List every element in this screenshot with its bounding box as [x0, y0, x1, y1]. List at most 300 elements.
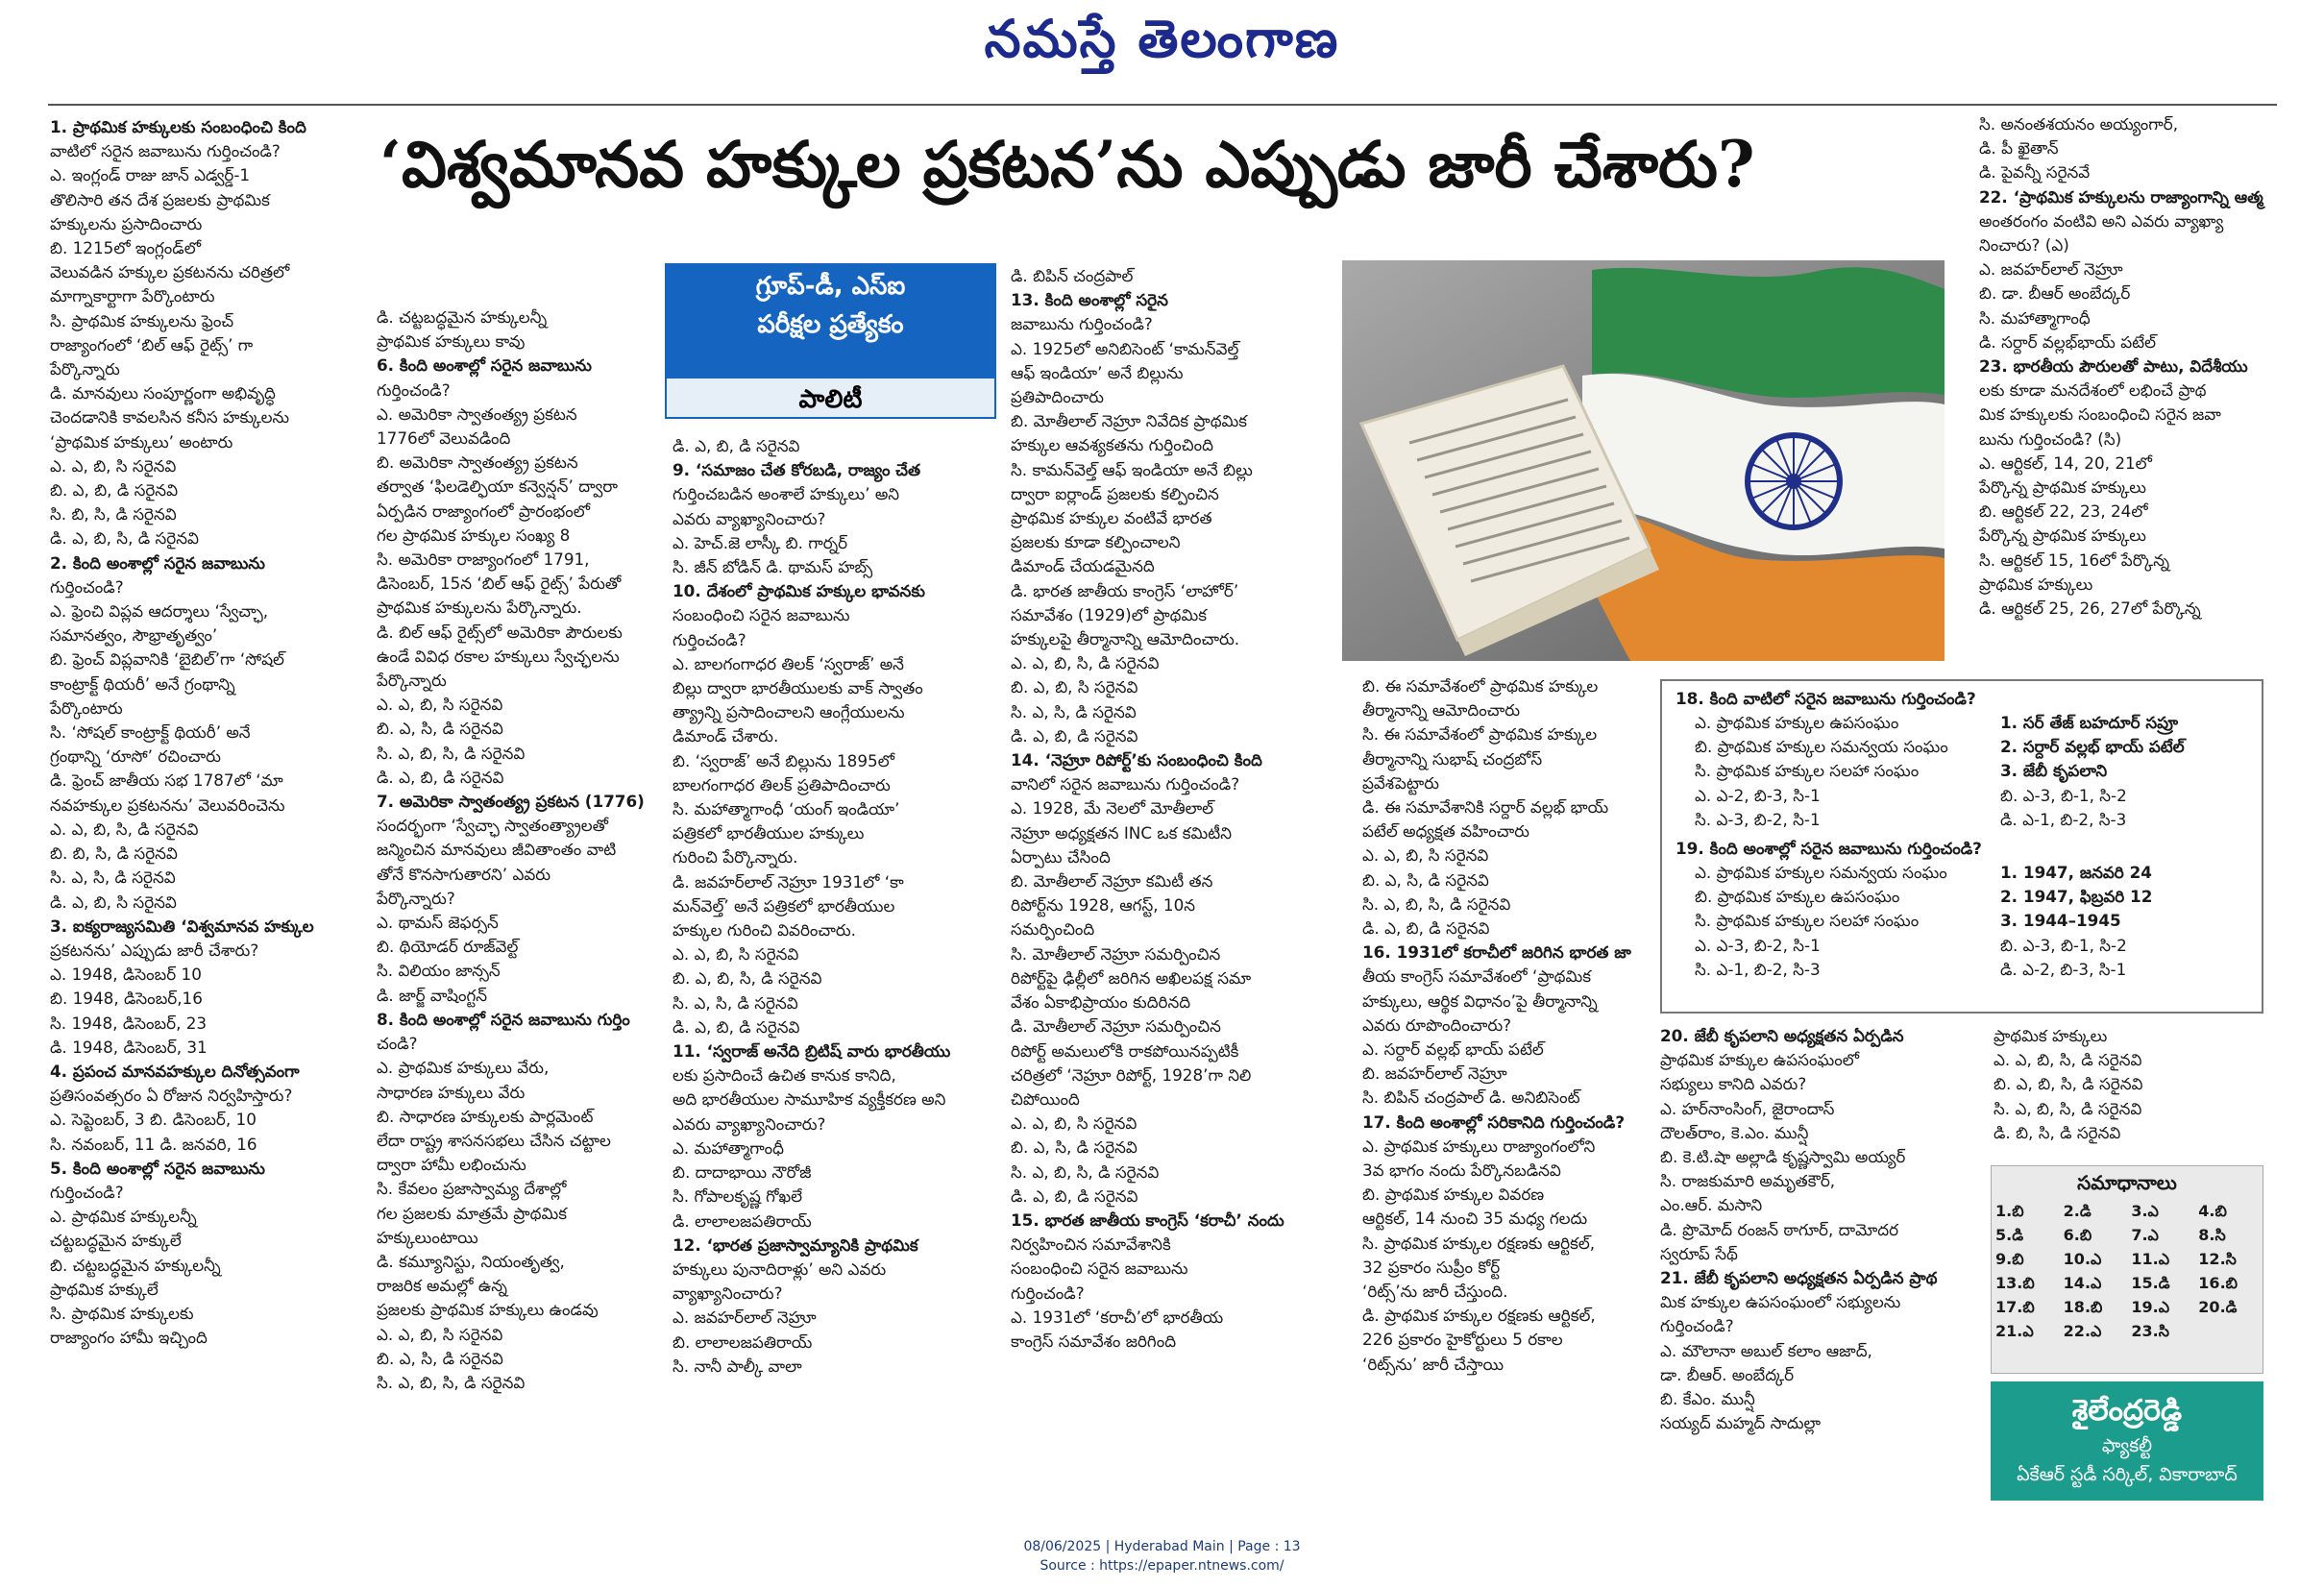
answer-cell: 21.ఎ: [1995, 1322, 2034, 1340]
text-line: డి. బిపిన్‌ చంద్రపాల్‌: [1011, 266, 1134, 285]
text-line: సి. ప్రాథమిక హక్కుల రక్షణకు ఆర్టికల్‌,: [1362, 1233, 1596, 1253]
text-line: ప్రాథమిక హక్కులు: [1994, 1026, 2108, 1045]
text-line: ఎ. జవహర్‌లాల్‌ నెహ్రూ: [673, 1307, 817, 1328]
q19-left: [1695, 861, 1983, 982]
column-5: [1362, 674, 1651, 1377]
author-box: [1991, 1381, 2263, 1501]
text-line: సి. కేవలం ప్రజాస్వామ్య దేశాల్లో: [377, 1179, 567, 1199]
text-line: పత్రికలో భారతీయుల హక్కులు: [673, 823, 865, 843]
text-line: సి. జీన్‌ బోడిన్‌ డి. థామస్‌ హబ్స్‌: [673, 557, 873, 577]
answer-cell: 8.సి: [2198, 1226, 2226, 1244]
question-line: 1. సర్‌ తేజ్‌ బహదూర్‌ సప్రూ: [2000, 713, 2179, 732]
answer-cell: 20.డి: [2198, 1298, 2238, 1316]
text-line: వేశం ఏకాభిప్రాయం కుదిరినది: [1011, 992, 1191, 1013]
text-line: బి. ఫ్రెంచ్‌ విప్లవానికి ‘బైబిల్‌’గా ‘సోషల్‌: [50, 649, 284, 670]
text-line: ఎ. ఎ, బి, సి సరైనవి: [50, 455, 177, 476]
text-line: ఎ. ఎ-2, బి-3, సి-1: [1695, 785, 1821, 805]
text-line: ఆఫ్‌ ఇండియా’ అనే బిల్లును: [1011, 362, 1184, 382]
answer-cell: 22.ఎ: [2063, 1322, 2102, 1340]
text-line: చిపోయింది: [1011, 1088, 1080, 1109]
text-line: సి. ఆర్టికల్‌ 15, 16లో పేర్కొన్న: [1979, 550, 2170, 570]
text-line: సమర్పించింది: [1011, 919, 1095, 940]
text-line: ఎ. జవహర్‌లాల్‌ నెహ్రూ: [1979, 259, 2123, 280]
text-line: డిమాండ్‌ చేయడమైనది: [1011, 556, 1155, 576]
answer-cell: 23.సి: [2131, 1322, 2169, 1340]
text-line: నవహక్కుల ప్రకటనను’ వెలువరించెను: [50, 794, 285, 815]
text-line: స్వరూప్‌ సేథ్‌: [1660, 1243, 1738, 1263]
question-line: 3. 1944–1945: [2000, 911, 2121, 931]
answer-cell: 3.ఎ: [2131, 1202, 2159, 1220]
text-line: బి. దాదాభాయి నౌరోజీ: [673, 1162, 812, 1183]
text-line: బి. ‘స్వరాజ్‌’ అనే బిల్లును 1895లో: [673, 750, 894, 770]
text-line: సి. మోతీలాల్‌ నెహ్రూ సమర్పించిన: [1011, 943, 1221, 964]
q18-q19-box: [1660, 679, 2263, 1014]
answer-cell: 10.ఎ: [2063, 1250, 2102, 1268]
text-line: మిక హక్కుల ఉపసంఘంలో సభ్యులను: [1660, 1292, 1901, 1312]
text-line: ఎ. ప్రాథమిక హక్కుల సమన్వయ సంఘం: [1695, 863, 1947, 882]
text-line: ప్రాథమిక హక్కుల వంటివే భారత: [1011, 508, 1212, 528]
text-line: బి. ఎ, సి, డి సరైనవి: [1362, 869, 1489, 890]
answers-row: [1992, 1319, 2263, 1343]
answers-row: [1992, 1295, 2263, 1319]
text-line: ఎ. 1948, డిసెంబర్‌ 10: [50, 965, 202, 985]
answer-cell: 17.బి: [1995, 1298, 2035, 1316]
text-line: సి. ‘సోషల్‌ కాంట్రాక్ట్‌ థియరీ’ అనే: [50, 722, 251, 743]
text-line: త్య్రాన్ని ప్రసాదించాలని ఆంగ్లేయులను: [673, 702, 905, 722]
text-line: ఎ. సర్దార్‌ వల్లభ్‌ భాయ్‌ పటేల్‌: [1362, 1039, 1544, 1060]
text-line: 226 ప్రకారం హైకోర్టులు 5 రకాల: [1362, 1330, 1563, 1350]
text-line: ఎ. హర్‌నాంసింగ్‌, జైరాందాస్‌: [1660, 1098, 1835, 1118]
text-line: తీయ కాంగ్రెస్‌ సమావేశంలో ‘ప్రాథమిక: [1362, 966, 1592, 987]
text-line: తర్వాత ‘ఫిలడెల్ఫియా కన్వెన్షన్‌’ ద్వారా: [377, 476, 618, 497]
text-line: ఆర్టికల్‌, 14 నుంచి 35 మధ్య గలదు: [1362, 1209, 1588, 1229]
masthead-rule: [48, 104, 2277, 106]
text-line: హక్కులు, ఆర్థిక విధానం’పై తీర్మానాన్ని: [1362, 990, 1598, 1011]
text-line: డి. మోతీలాల్‌ నెహ్రూ సమర్పించిన: [1011, 1016, 1221, 1037]
text-line: లకు ప్రసాదించే ఉచిత కానుక కానిది,: [673, 1065, 896, 1086]
answers-title: సమాధానాలు: [2077, 1171, 2177, 1194]
text-line: బి. సాధారణ హక్కులకు పార్లమెంట్‌: [377, 1106, 594, 1126]
text-line: సి. ఎ, సి, డి సరైనవి: [1011, 701, 1137, 721]
text-line: ఎ. ఎ, బి, సి సరైనవి: [377, 695, 503, 715]
text-line: రాజ్యాంగంలో ‘బిల్‌ ఆఫ్‌ రైట్స్‌’ గా: [50, 334, 254, 354]
text-line: ‘రిట్స్‌’ను జారీ చేస్తుంది.: [1362, 1282, 1508, 1302]
text-line: సి. ఎ-3, బి-2, సి-1: [1695, 809, 1821, 829]
text-line: బి. చట్టబద్ధమైన హక్కులన్నీ: [50, 1255, 221, 1275]
text-line: సి. ప్రాథమిక హక్కుల సలహా సంఘం: [1695, 911, 1920, 931]
text-line: డి. కమ్యూనిస్టు, నియంతృత్వ,: [377, 1251, 565, 1271]
answer-cell: 15.డి: [2131, 1274, 2170, 1292]
text-line: ఎ. ఎ, బి, సి సరైనవి: [1362, 845, 1489, 866]
question-line: 1. ప్రాథమిక హక్కులకు సంబంధించి కింది: [50, 117, 306, 136]
text-line: బి. ఈ సమావేశంలో ప్రాథమిక హక్కుల: [1362, 676, 1599, 696]
text-line: సి. కామన్‌వెల్త్‌ ఆఫ్‌ ఇండియా అనే బిల్లు: [1011, 459, 1253, 479]
answer-cell: 12.సి: [2198, 1250, 2237, 1268]
question-line: 6. కింది అంశాల్లో సరైన జవాబును: [377, 355, 592, 376]
text-line: డి. ఫ్రెంచ్‌ జాతీయ సభ 1787లో ‘మా: [50, 770, 283, 791]
q19-title: 19. కింది అంశాల్లో సరైన జవాబును గుర్తించండి?: [1676, 839, 1982, 858]
text-line: ఎ. ఆర్టికల్‌, 14, 20, 21లో: [1979, 452, 2152, 473]
text-line: ఎ. ఎ, బి, సి, డి సరైనవి: [1011, 653, 1160, 673]
question-line: 12. ‘భారత ప్రజాస్వామ్యానికి ప్రాథమిక: [673, 1234, 918, 1255]
text-line: సాధారణ హక్కులు వేరు: [377, 1082, 526, 1102]
constitution-flag-illustration: [1342, 260, 1945, 661]
badge-subject: పాలిటీ: [665, 377, 996, 419]
text-line: 3వ భాగం నందు పేర్కొనబడినవి: [1362, 1160, 1561, 1181]
text-line: గుర్తించండి?: [1011, 1283, 1085, 1303]
text-line: తొలిసారి తన దేశ ప్రజలకు ప్రాథమిక: [50, 189, 270, 209]
text-line: హక్కుల ఆవశ్యకతను గుర్తించింది: [1011, 435, 1213, 455]
text-line: బి. 1215లో ఇంగ్లండ్‌లో: [50, 238, 201, 258]
text-line: వానిలో సరైన జవాబును గుర్తించండి?: [1011, 774, 1240, 794]
text-line: పేర్కొన్నారు: [377, 671, 447, 691]
question-line: 2. సర్దార్‌ వల్లభ్‌ భాయ్‌ పటేల్‌: [2000, 737, 2185, 757]
question-line: 11. ‘స్వరాజ్‌ అనేది బ్రిటిష్‌ వారు భారతీయు: [673, 1041, 951, 1062]
text-line: బి. మోతీలాల్‌ నెహ్రూ కమిటీ తన: [1011, 871, 1213, 892]
text-line: బి. ప్రాథమిక హక్కుల వివరణ: [1362, 1185, 1545, 1205]
text-line: బి. ఎ-3, బి-1, సి-2: [2000, 785, 2127, 805]
column-1: [50, 115, 372, 1350]
text-line: డి. ఎ-2, బి-3, సి-1: [2000, 959, 2127, 979]
text-line: బి. ఎ, సి, డి సరైనవి: [1011, 1137, 1138, 1158]
column-6: [1660, 1024, 1987, 1435]
text-line: ఎ. ఫ్రెంచి విప్లవ ఆదర్శాలు ‘స్వేచ్ఛా,: [50, 601, 269, 622]
text-line: సంబంధించి సరైన జవాబును: [1011, 1258, 1188, 1279]
text-line: చెందడానికి కావలసిన కనీస హక్కులను: [50, 407, 290, 428]
footer-line-1: 08/06/2025 | Hyderabad Main | Page : 13: [1023, 1539, 1301, 1554]
answer-cell: 18.బి: [2063, 1298, 2103, 1316]
text-line: ఎ. సెప్టెంబర్‌, 3 బి. డిసెంబర్‌, 10: [50, 1110, 257, 1130]
text-line: సయ్యద్‌ మహ్మద్‌ సాదుల్లా: [1660, 1413, 1822, 1433]
answer-cell: 16.బి: [2198, 1274, 2238, 1292]
text-line: వ్యాఖ్యానించారు?: [673, 1283, 783, 1304]
text-line: బి. జవహర్‌లాల్‌ నెహ్రూ: [1362, 1063, 1507, 1084]
q18-right: [2000, 711, 2260, 832]
q18-left: [1695, 711, 1983, 832]
text-line: చరిత్రలో ‘నెహ్రూ రిపోర్ట్‌, 1928’గా నిలి: [1011, 1064, 1252, 1085]
text-line: నించారు? (ఎ): [1979, 235, 2069, 256]
text-line: బి. ఎ, బి, సి సరైనవి: [1011, 677, 1138, 697]
text-line: బి. ఎ, సి, డి సరైనవి: [377, 719, 503, 739]
text-line: ప్రాథమిక హక్కుల ఉపసంఘంలో: [1660, 1050, 1859, 1070]
question-line: 5. కింది అంశాల్లో సరైన జవాబును: [50, 1158, 265, 1178]
column-4: [1011, 264, 1337, 1354]
text-line: ప్రజలకు కూడా కల్పించాలని: [1011, 532, 1181, 552]
text-line: సి. ఎ, సి, డి సరైనవి: [50, 867, 176, 888]
question-line: 3. ఐక్యరాజ్యసమితి ‘విశ్వమానవ హక్కుల: [50, 916, 314, 936]
text-line: ప్రకటనను’ ఎప్పుడు జారీ చేశారు?: [50, 940, 259, 960]
column-2: [377, 305, 665, 1395]
text-line: ఏర్పాటు చేసింది: [1011, 846, 1111, 867]
text-line: డి. ప్రొమోద్‌ రంజన్‌ ఠాగూర్‌, దామోదర: [1660, 1219, 1899, 1239]
text-line: గ్రంథాన్ని ‘రూసో’ రచించారు: [50, 746, 221, 767]
text-line: గుర్తించండి?: [673, 629, 746, 649]
text-line: డి. ఎ, బి, డి సరైనవి: [1362, 918, 1490, 939]
question-line: 17. కింది అంశాల్లో సరికానిది గుర్తించండి?: [1362, 1112, 1626, 1132]
text-line: బి. మోతీలాల్‌ నెహ్రూ నివేదిక ప్రాథమిక: [1011, 411, 1248, 431]
text-line: బి. ఎ, బి, సి, డి సరైనవి: [673, 968, 822, 989]
text-line: మిక హక్కులకు సంబంధించి సరైన జవా: [1979, 404, 2221, 425]
text-line: గుర్తించబడిన అంశాలే హక్కులు’ అని: [673, 484, 900, 504]
text-line: తోనే కొనసాగుతారని’ ఎవరు: [377, 864, 551, 884]
text-line: సి. ఎ, బి, సి, డి సరైనవి: [377, 743, 526, 763]
text-line: బి. అమెరికా స్వాతంత్య్ర ప్రకటన: [377, 452, 578, 473]
text-line: గుర్తించండి?: [377, 379, 451, 400]
question-line: 1. 1947, జనవరి 24: [2000, 863, 2152, 882]
answer-cell: 1.బి: [1995, 1202, 2024, 1220]
author-org: ఏకేఆర్‌ స్టడీ సర్కిల్‌, వికారాబాద్‌: [2017, 1464, 2238, 1485]
section-badge: [665, 263, 996, 419]
text-line: కాంట్రాక్ట్‌ థియరీ’ అనే గ్రంథాన్ని: [50, 673, 235, 694]
text-line: సి. నానీ పాల్కీ వాలా: [673, 1356, 802, 1376]
badge-line-2: పరీక్షల ప్రత్యేకం: [757, 310, 904, 339]
text-line: గుర్తించండి?: [50, 1182, 124, 1202]
text-line: హక్కులపై తీర్మానాన్ని ఆమోదించారు.: [1011, 629, 1240, 649]
text-line: సమావేశం (1929)లో ప్రాథమిక: [1011, 604, 1207, 624]
text-line: పేర్కొన్న ప్రాథమిక హక్కులు: [1979, 477, 2146, 498]
text-line: ఎ. ఎ, బి, సి సరైనవి: [673, 944, 799, 965]
text-line: ఎ. ప్రాథమిక హక్కుల ఉపసంఘం: [1695, 713, 1899, 732]
text-line: డా. బీఆర్‌. అంబేద్కర్‌: [1660, 1364, 1795, 1384]
badge-top: [665, 263, 996, 377]
text-line: బి. కేఎం. మున్షీ: [1660, 1389, 1755, 1409]
text-line: ఎ. హెచ్‌.జె లాస్కీ బి. గార్నర్‌: [673, 532, 848, 552]
text-line: ప్రాథమిక హక్కులను పేర్కొన్నారు.: [377, 598, 582, 618]
text-line: మన్‌వెల్త్‌’ అనే పత్రికలో భారతీయుల: [673, 895, 895, 916]
answer-cell: 11.ఎ: [2131, 1250, 2170, 1268]
text-line: సందర్భంగా ‘స్వేచ్ఛా స్వాతంత్య్రాలతో: [377, 816, 609, 836]
text-line: ఎ. ప్రాథమిక హక్కులు రాజ్యాంగంలోని: [1362, 1136, 1596, 1156]
q19-right: [2000, 861, 2260, 982]
text-line: వాటిలో సరైన జవాబును గుర్తించండి?: [50, 141, 281, 161]
text-line: సి. బిపిన్‌ చంద్రపాల్‌ డి. అనిబిసెంట్‌: [1362, 1087, 1580, 1108]
answers-row: [1992, 1271, 2263, 1295]
text-line: బును గుర్తించండి? (సి): [1979, 428, 2122, 449]
text-line: ఎ. ఎ-3, బి-2, సి-1: [1695, 935, 1821, 955]
text-line: హక్కులను ప్రసాదించారు: [50, 213, 203, 233]
text-line: డి. పైవన్నీ సరైనవే: [1979, 162, 2091, 183]
text-line: హక్కులుంటాయి: [377, 1227, 478, 1247]
text-line: 1776లో వెలువడింది: [377, 428, 511, 449]
author-name: శైలేంద్రరెడ్డి: [2071, 1394, 2183, 1428]
question-line: 13. కింది అంశాల్లో సరైన: [1011, 290, 1168, 310]
text-line: ఎం.ఆర్‌. మసాని: [1660, 1195, 1763, 1215]
text-line: చట్టబద్ధమైన హక్కులే: [50, 1231, 182, 1251]
text-line: డి. భారత జాతీయ కాంగ్రెస్‌ ‘లాహోర్‌’: [1011, 580, 1239, 600]
answers-row: [1992, 1223, 2263, 1247]
answer-cell: 19.ఎ: [2131, 1298, 2170, 1316]
question-line: 16. 1931లో కరాచీలో జరిగిన భారత జా: [1362, 942, 1631, 963]
text-line: పేర్కొన్నారు?: [377, 888, 455, 908]
text-line: అది భారతీయుల సామూహిక వ్యక్తీకరణ అని: [673, 1089, 946, 1110]
answer-cell: 4.బి: [2198, 1202, 2227, 1220]
text-line: ఎ. 1928, మే నెలలో మోతీలాల్‌: [1011, 798, 1214, 818]
text-line: డి. ఎ, బి, సి, డి సరైనవి: [50, 528, 199, 549]
answer-cell: 14.ఎ: [2063, 1274, 2102, 1292]
question-line: 10. దేశంలో ప్రాథమిక హక్కుల భావనకు: [673, 581, 925, 601]
text-line: డి. సర్దార్‌ వల్లభ్‌భాయ్‌ పటేల్‌: [1979, 331, 2156, 352]
question-line: 21. జేబీ కృపలాని అధ్యక్షతన ఏర్పడిన ప్రాథ: [1660, 1268, 1938, 1288]
text-line: దౌలత్‌రాం, కె.ఎం. మున్షీ: [1660, 1122, 1809, 1142]
text-line: సి. ఎ-1, బి-2, సి-3: [1695, 959, 1821, 979]
text-line: బి. 1948, డిసెంబర్‌,16: [50, 989, 203, 1009]
question-line: 14. ‘నెహ్రూ రిపోర్ట్‌’కు సంబంధించి కింది: [1011, 750, 1262, 770]
text-line: డి. ఆర్టికల్‌ 25, 26, 27లో పేర్కొన్న: [1979, 599, 2201, 619]
text-line: ఉండే వివిధ రకాల హక్కులు స్వేచ్ఛలను: [377, 646, 620, 666]
text-line: పేర్కొన్నారు: [50, 359, 120, 379]
text-line: సి. ఎ, బి, సి, డి సరైనవి: [1994, 1098, 2142, 1118]
text-line: ద్వారా హామీ లభించును: [377, 1155, 526, 1175]
text-line: హక్కుల గురించి వివరించారు.: [673, 920, 857, 941]
text-line: బి. డా. బీఆర్‌ అంబేద్కర్‌: [1979, 283, 2131, 304]
text-line: గుర్తించండి?: [50, 576, 124, 597]
text-line: ప్రాథమిక హక్కులే: [50, 1279, 159, 1299]
text-line: వెలువడిన హక్కుల ప్రకటనను చరిత్రలో: [50, 262, 290, 282]
text-line: ఎ. ఎ, బి, సి సరైనవి: [377, 1324, 503, 1344]
column-7-top: [1979, 112, 2275, 621]
text-line: నిర్వహించిన సమావేశానికి: [1011, 1234, 1171, 1255]
text-line: సభ్యులు కానిది ఎవరు?: [1660, 1074, 1807, 1094]
text-line: ఎవరు వ్యాఖ్యానించారు?: [673, 1113, 826, 1134]
text-line: డి. ఎ, బి, డి సరైనవి: [673, 436, 800, 455]
text-line: సమానత్వం, సౌభ్రాతృత్వం’: [50, 625, 218, 646]
answers-table: [1992, 1199, 2263, 1343]
text-line: ‘ప్రాథమిక హక్కులు’ అంటారు: [50, 431, 233, 452]
constitution-flag-photo: [1342, 260, 1945, 661]
badge-line-1: గ్రూప్‌-డీ, ఎస్‌ఐ: [755, 272, 906, 301]
text-line: ద్వారా ఐర్లాండ్‌ ప్రజలకు కల్పించిన: [1011, 483, 1219, 503]
question-line: 3. జేబీ కృపలాని: [2000, 761, 2108, 781]
author-role: ఫ్యాకల్టీ: [2101, 1435, 2153, 1456]
text-line: ఎవరు రూపొందించారు?: [1362, 1014, 1512, 1035]
question-line: 7. అమెరికా స్వాతంత్య్ర ప్రకటన (1776): [377, 792, 645, 812]
text-line: ఎ. ఎ, బి, సి, డి సరైనవి: [50, 818, 199, 839]
text-line: బి. థియోడర్‌ రూజ్‌వెల్ట్‌: [377, 937, 519, 957]
answer-cell: 2.డి: [2063, 1202, 2092, 1220]
text-line: గురించి పేర్కొన్నారు.: [673, 847, 798, 867]
text-line: సి. ప్రాథమిక హక్కులకు: [50, 1303, 194, 1323]
text-line: సి. ఎ, బి, సి, డి సరైనవి: [377, 1372, 526, 1392]
text-line: డి. బిల్‌ ఆఫ్‌ రైట్స్‌లో అమెరికా పౌరులకు: [377, 622, 623, 642]
text-line: సి. ఎ, బి, సి, డి సరైనవి: [1362, 893, 1511, 914]
text-line: పేర్కొంటారు: [50, 697, 123, 718]
text-line: డిమాండ్‌ చేశారు.: [673, 726, 779, 746]
text-line: ప్రజలకు ప్రాథమిక హక్కులు ఉండవు: [377, 1300, 599, 1320]
text-line: రిపోర్ట్‌ అమలులోకి రాకపోయినప్పటికీ: [1011, 1040, 1239, 1061]
answers-box: [1991, 1165, 2263, 1374]
text-line: సి. రాజకుమారి అమృతకౌర్‌,: [1660, 1171, 1836, 1191]
text-line: బి. ఆర్టికల్‌ 22, 23, 24లో: [1979, 501, 2148, 522]
text-line: సి. ఎ, బి, సి, డి సరైనవి: [1011, 1161, 1160, 1182]
text-line: గల ప్రజలకు మాత్రమే ప్రాథమిక: [377, 1203, 567, 1223]
question-line: 4. ప్రపంచ మానవహక్కుల దినోత్సవంగా: [50, 1061, 300, 1081]
text-line: గల ప్రాథమిక హక్కుల సంఖ్య 8: [377, 525, 571, 545]
answer-cell: 13.బి: [1995, 1274, 2035, 1292]
text-line: బాలగంగాధర తిలక్‌ ప్రతిపాదించారు: [673, 774, 891, 794]
text-line: జవాబును గుర్తించండి?: [1011, 314, 1153, 334]
text-line: డి. ఎ-1, బి-2, సి-3: [2000, 809, 2127, 829]
text-line: జన్మించిన మానవులు జీవితాంతం వాటి: [377, 840, 617, 860]
text-line: బి. ప్రాథమిక హక్కుల ఉపసంఘం: [1695, 887, 1900, 907]
q18-title: 18. కింది వాటిలో సరైన జవాబును గుర్తించండి?: [1676, 689, 1976, 708]
text-line: ఎ. 1931లో ‘కరాచీ’లో భారతీయ: [1011, 1307, 1224, 1327]
text-line: అంతరంగం వంటివి అని ఎవరు వ్యాఖ్యా: [1979, 210, 2224, 231]
text-line: డి. పీ ఖైతాన్‌: [1979, 138, 2059, 159]
text-line: డిసెంబర్‌, 15న ‘బిల్‌ ఆఫ్‌ రైట్స్‌’ పేరుతో: [377, 574, 622, 594]
text-line: సంబంధించి సరైన జవాబును: [673, 605, 850, 625]
text-line: ఎ. ప్రాథమిక హక్కులు వేరు,: [377, 1058, 550, 1078]
text-line: సి. విలియం జాన్సన్‌: [377, 961, 501, 981]
text-line: ఎ. ఎ, బి, సి సరైనవి: [1011, 1113, 1138, 1134]
text-line: ప్రతిసంవత్సరం ఏ రోజున నిర్వహిస్తారు?: [50, 1086, 293, 1106]
question-line: 2. 1947, ఫిబ్రవరి 12: [2000, 887, 2153, 907]
text-line: బి. ఎ, సి, డి సరైనవి: [377, 1348, 503, 1368]
text-line: డి. చట్టబద్ధమైన హక్కులన్నీ: [377, 307, 548, 327]
answer-cell: 5.డి: [1995, 1226, 2024, 1244]
text-line: సి. అమెరికా రాజ్యాంగంలో 1791,: [377, 550, 590, 570]
text-line: ఎ. ప్రాథమిక హక్కులన్నీ: [50, 1207, 197, 1227]
text-line: ఎవరు వ్యాఖ్యానించారు?: [673, 508, 826, 528]
text-line: సి. మహాత్మాగాంధీ: [1979, 307, 2091, 328]
text-line: లకు కూడా మనదేశంలో లభించే ప్రాథ: [1979, 380, 2207, 401]
text-line: సి. ఈ సమావేశంలో ప్రాథమిక హక్కుల: [1362, 724, 1598, 745]
text-line: బి. ప్రాథమిక హక్కుల సమన్వయ సంఘం: [1695, 737, 1948, 757]
text-line: డి. ఎ, బి, డి సరైనవి: [1011, 1185, 1138, 1206]
question-line: 9. ‘సమాజం చేత కోరబడి, రాజ్యం చేత: [673, 460, 921, 480]
text-line: ఎ. మహాత్మాగాంధీ: [673, 1137, 784, 1158]
text-line: బిల్లు ద్వారా భారతీయులకు వాక్‌ స్వాతం: [673, 678, 923, 698]
text-line: తీర్మానాన్ని సుభాష్‌ చంద్రబోస్‌: [1362, 748, 1543, 769]
answers-row: [1992, 1199, 2263, 1223]
text-line: డి. 1948, డిసెంబర్‌, 31: [50, 1037, 208, 1057]
question-line: 15. భారత జాతీయ కాంగ్రెస్‌ ‘కరాచీ’ నందు: [1011, 1209, 1284, 1230]
text-line: ప్రతిపాదించారు: [1011, 387, 1104, 407]
text-line: డి. ఎ, బి, డి సరైనవి: [673, 1016, 800, 1037]
text-line: రిపోర్ట్‌పై ఢిల్లీలో జరిగిన అఖిలపక్ష సమా: [1011, 967, 1252, 988]
text-line: ఎ. ఇంగ్లండ్‌ రాజు జాన్‌ ఎడ్వర్డ్‌-1: [50, 165, 251, 185]
answer-cell: 9.బి: [1995, 1250, 2024, 1268]
text-line: నెహ్రూ అధ్యక్షతన INC ఒక కమిటీని: [1011, 822, 1232, 843]
text-line: పటేల్‌ అధ్యక్షత వహించారు: [1362, 821, 1529, 842]
question-line: 2. కింది అంశాల్లో సరైన జవాబును: [50, 552, 265, 573]
text-line: సి. మహాత్మాగాంధీ ‘యంగ్‌ ఇండియా’: [673, 799, 900, 819]
text-line: 32 ప్రకారం సుప్రీం కోర్ట్‌: [1362, 1257, 1501, 1277]
text-line: సి. నవంబర్‌, 11 డి. జనవరి, 16: [50, 1134, 257, 1154]
text-line: చండి?: [377, 1034, 418, 1054]
text-line: ‘రిట్స్‌ను’ జారీ చేస్తాయి: [1362, 1354, 1504, 1374]
text-line: సి. గోపాలకృష్ణ గోఖలే: [673, 1186, 803, 1207]
text-line: సి. బి, సి, డి సరైనవి: [50, 504, 177, 525]
text-line: ప్రవేశపెట్టారు: [1362, 772, 1439, 793]
text-line: ప్రాథమిక హక్కులు: [1979, 574, 2093, 594]
text-line: హక్కులు పునాదిరాళ్లు’ అని ఎవరు: [673, 1258, 887, 1279]
text-line: డి. ఎ, బి, డి సరైనవి: [377, 767, 504, 787]
text-line: ఎ. 1925లో అనిబిసెంట్‌ ‘కామన్‌వెల్త్‌: [1011, 338, 1239, 358]
question-line: 8. కింది అంశాల్లో సరైన జవాబును గుర్తిం: [377, 1009, 630, 1029]
text-line: సి. అనంతశయనం అయ్యంగార్‌,: [1979, 114, 2179, 134]
question-line: 22. ‘ప్రాథమిక హక్కులను రాజ్యాంగాన్ని ఆత్మ: [1979, 186, 2263, 207]
text-line: డి. ఎ, బి, సి సరైనవి: [50, 892, 177, 912]
text-line: లేదా రాష్ట్ర శాసనసభలు చేసిన చట్టాల: [377, 1130, 611, 1150]
text-line: సి. ఎ, సి, డి సరైనవి: [673, 992, 798, 1013]
masthead-logo: నమస్తే తెలంగాణ: [984, 8, 1340, 69]
text-line: రిపోర్ట్‌ను 1928, ఆగస్ట్‌, 10న: [1011, 895, 1196, 916]
text-line: డి. ప్రాథమిక హక్కుల రక్షణకు ఆర్టికల్‌,: [1362, 1306, 1596, 1326]
text-line: డి. బి, సి, డి సరైనవి: [1994, 1122, 2121, 1142]
text-line: డి. జవహర్‌లాల్‌ నెహ్రూ 1931లో ‘కా: [673, 871, 904, 892]
column-7-bottom: [1994, 1024, 2272, 1145]
text-line: బి. లాలాలజపతిరాయ్‌: [673, 1331, 813, 1352]
